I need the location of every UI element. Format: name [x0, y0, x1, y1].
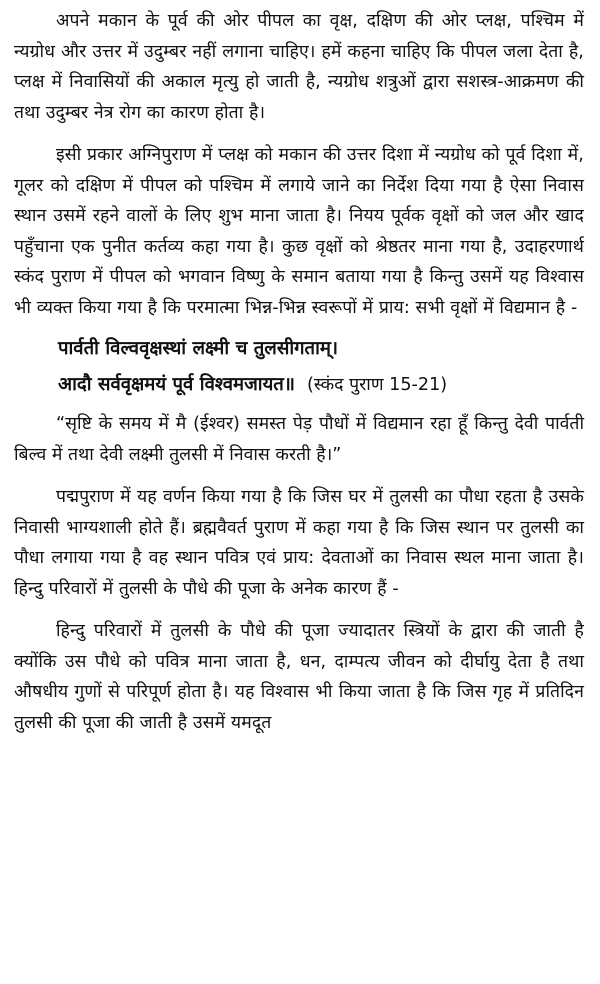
- paragraph-tulsi-worship: हिन्दु परिवारों में तुलसी के पौधे की पूजा ज्यादातर स्त्रियों के द्वारा की जाती है क्योंकि उस पौधे को पवित्र माना जाता है, धन, दाम्पत्य जीवन को दीर्घायु देता है तथा औषधीय गुणों से परिपूर्ण होता है। यह विश्वास भी किया जाता है कि जिस गृह में प्रतिदिन तुलसी की पूजा की जाती है उसमें यमदूत: [14, 621, 584, 733]
- verse-translation-quote: “सृष्टि के समय में मै (ईश्वर) समस्त पेड़ पौधों में विद्यमान रहा हूँ किन्तु देवी पार्वती बिल्व में तथा देवी लक्ष्मी तुलसी में निवास करती है।”: [14, 414, 584, 465]
- sanskrit-verse-text: आदौ सर्ववृक्षमयं पूर्व विश्वमजायत॥: [58, 374, 295, 395]
- verse-source-citation: (स्कंद पुराण 15-21): [306, 375, 448, 395]
- paragraph-padmapurana: पद्मपुराण में यह वर्णन किया गया है कि जिस घर में तुलसी का पौधा रहता है उसके निवासी भाग्यशाली होते हैं। ब्रह्मवैवर्त पुराण में कहा गया है कि जिस स्थान पर तुलसी का पौधा लगाया गया है वह स्थान पवित्र एवं प्राय: देवताओं का निवास स्थल माना जाता है। हिन्दु परिवारों में तुलसी के पौधे की पूजा के अनेक कारण हैं -: [14, 487, 584, 599]
- sanskrit-verse-line-1: पार्वती विल्ववृक्षस्थां लक्ष्मी च तुलसीगताम्।: [58, 338, 338, 359]
- sanskrit-verse-line-2: [14, 367, 584, 403]
- paragraph-agnipurana: इसी प्रकार अग्निपुराण में प्लक्ष को मकान की उत्तर दिशा में न्यग्रोध को पूर्व दिशा में, गूलर को दक्षिण में पीपल को पश्चिम में लगाये जाने का निर्देश दिया गया है ऐसा निवास स्थान उसमें रहने वालों के लिए शुभ माना जाता है। नियय पूर्वक वृक्षों को जल और खाद पहुँचाना एक पुनीत कर्तव्य कहा गया है। कुछ वृक्षों को श्रेष्ठतर माना गया है, उदाहरणार्थ स्कंद पुराण में पीपल को भगवान विष्णु के समान बताया गया है किन्तु उसमें यह विश्वास भी व्यक्त किया गया है कि परमात्मा भिन्न-भिन्न स्वरूपों में प्राय: सभी वृक्षों में विद्यमान है -: [14, 145, 584, 318]
- paragraph-direction-of-trees: अपने मकान के पूर्व की ओर पीपल का वृक्ष, दक्षिण की ओर प्लक्ष, पश्चिम में न्यग्रोध और उत्तर में उदुम्बर नहीं लगाना चाहिए। हमें कहना चाहिए कि पीपल जला देता है, प्लक्ष में निवासियों की अकाल मृत्यु हो जाती है, न्यग्रोध शत्रुओं द्वारा सशस्त्र-आक्रमण की तथा उदुम्बर नेत्र रोग का कारण होता है।: [14, 11, 584, 123]
